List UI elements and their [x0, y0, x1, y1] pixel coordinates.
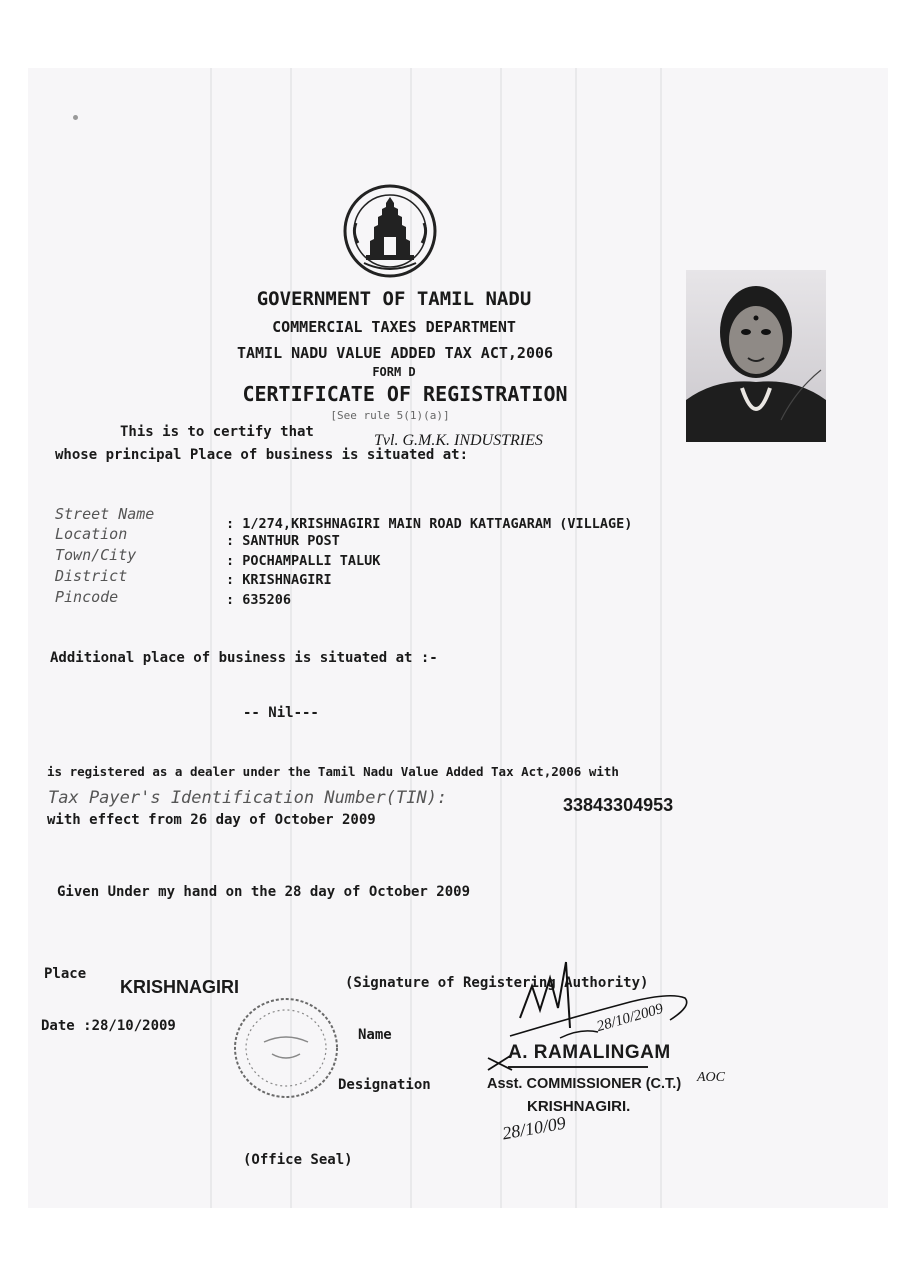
rule-reference: [See rule 5(1)(a)] — [330, 409, 450, 422]
office-seal-label: (Office Seal) — [243, 1152, 353, 1168]
registration-line: is registered as a dealer under the Tamil Nadu Value Added Tax Act,2006 with — [47, 764, 619, 779]
dealer-name: Tvl. G.M.K. INDUSTRIES — [374, 432, 543, 449]
signature-icon — [480, 958, 710, 1078]
certificate-sheet — [28, 68, 888, 1208]
given-line: Given Under my hand on the 28 day of October 2009 — [57, 884, 471, 900]
scan-streak — [210, 68, 212, 1208]
aoc-annotation: AOC — [697, 1070, 725, 1085]
street-name-value: : 1/274,KRISHNAGIRI MAIN ROAD KATTAGARAM (VILLAGE) — [226, 516, 633, 532]
district-value: : KRISHNAGIRI — [226, 572, 332, 588]
act-title: TAMIL NADU VALUE ADDED TAX ACT,2006 — [236, 344, 554, 362]
office-seal-stamp-icon — [232, 996, 340, 1100]
date-label: Date :28/10/2009 — [41, 1018, 176, 1034]
designation-label: Designation — [338, 1077, 431, 1093]
district-label: District — [55, 567, 128, 585]
location-value: : SANTHUR POST — [226, 533, 340, 549]
pincode-label: Pincode — [55, 588, 119, 606]
tin-label: Tax Payer's Identification Number(TIN): — [48, 788, 448, 808]
scan-speck — [73, 115, 78, 120]
town-city-label: Town/City — [55, 546, 137, 564]
place-label: Place — [44, 966, 87, 982]
signature-label: (Signature of Registering Authority) — [345, 975, 649, 991]
form-label: FORM D — [372, 365, 416, 379]
additional-place-value: -- Nil--- — [243, 705, 319, 721]
certify-prefix: This is to certify that — [120, 424, 314, 440]
name-label: Name — [358, 1027, 392, 1043]
place-value: KRISHNAGIRI — [120, 977, 240, 997]
additional-place-label: Additional place of business is situated at :- — [50, 650, 438, 666]
department-title: COMMERCIAL TAXES DEPARTMENT — [272, 318, 516, 336]
handwritten-date: 28/10/09 — [500, 1112, 568, 1144]
government-title: GOVERNMENT OF TAMIL NADU — [256, 288, 532, 310]
effect-date: with effect from 26 day of October 2009 — [47, 812, 376, 828]
town-city-value: : POCHAMPALLI TALUK — [226, 553, 381, 569]
officer-place-stamp: KRISHNAGIRI. — [527, 1098, 631, 1115]
tin-number: 33843304953 — [563, 795, 674, 815]
principal-place-line: whose principal Place of business is situated at: — [55, 447, 469, 463]
certificate-title: CERTIFICATE OF REGISTRATION — [242, 382, 568, 406]
handwritten-date-signature: 28/10/2009 — [594, 1000, 666, 1036]
location-label: Location — [55, 525, 128, 543]
pincode-value: : 635206 — [226, 592, 292, 608]
tamil-nadu-emblem-icon — [342, 183, 438, 279]
officer-name-stamp: A. RAMALINGAM — [508, 1042, 671, 1063]
officer-title-stamp: Asst. COMMISSIONER (C.T.) — [487, 1076, 682, 1092]
street-name-label: Street Name — [55, 505, 155, 523]
